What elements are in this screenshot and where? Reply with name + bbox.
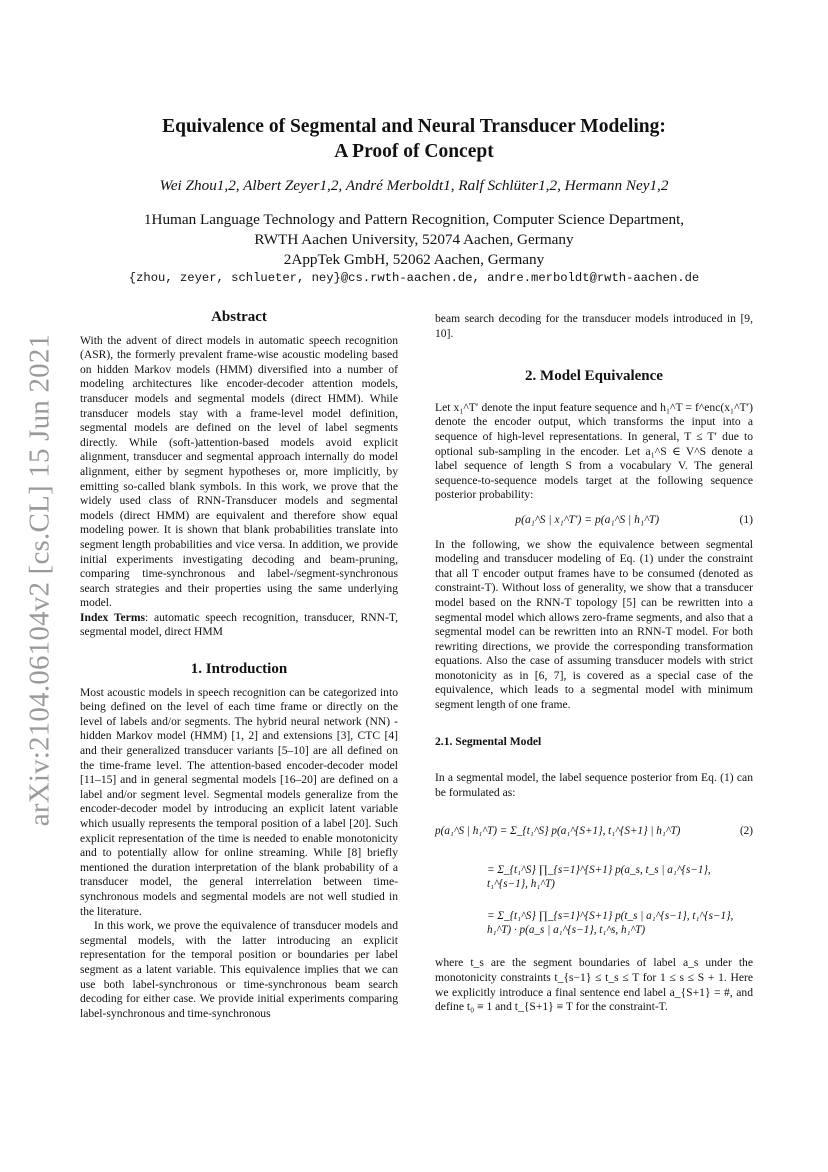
segmental-model-heading: 2.1. Segmental Model <box>435 734 542 748</box>
affiliation-1: 1Human Language Technology and Pattern Recognition, Computer Science Department, <box>143 211 685 228</box>
abstract-text: With the advent of direct models in automatic speech recognition (ASR), the formerly prevalent frame-wise acoustic modeling based on hidden Markov models (HMM) diversified into a number of modeling architectures like encoder-decoder attention models, transducer models and segmental models (direct HMM). While transducer models stay with a frame-level model definition, segmental models are defined on the level of label segments directly. While (soft-)attention-based models avoid explicit alignment, transducer and segmental approach internally do model alignment, either by segment hypotheses or, more implicitly, by emitting so-called blank symbols. In this work, we prove that the widely used class of RNN-Transducer models and segmental models (direct HMM) are equivalent and therefore show equal modeling power. It is shown that blank probabilities translate into segment length probabilities and vice versa. In addition, we provide initial experiments investigating decoding and beam-pruning, comparing time-synchronous and label-/segment-synchronous search strategies and their properties using the same underlying model. <box>80 333 398 610</box>
title-line-2: A Proof of Concept <box>334 141 494 162</box>
index-terms <box>80 611 398 640</box>
paper-title <box>100 114 728 164</box>
affiliation-2: 2AppTek GmbH, 52062 Aachen, Germany <box>283 251 545 268</box>
introduction-paragraph-2: In this work, we prove the equivalence of transducer models and segmental models, with the latter introducing an explicit representation for the temporal position or boundaries per label segment as a latent variable. This equivalence implies that we can use both label-synchronous or time-synchronous beam search decoding for either case. We provide initial experiments comparing label-synchronous and time-synchronous <box>80 919 398 1020</box>
equation-2 <box>435 808 753 946</box>
equation-2-line-2: = Σ_{t₁^S} ∏_{s=1}^{S+1} p(a_s, t_s | a₁^{s−1}, t₁^{s−1}, h₁^T) <box>487 863 711 891</box>
equation-2-line-1: p(a₁^S | h₁^T) = Σ_{t₁^S} p(a₁^{S+1}, t₁^{S+1} | h₁^T) <box>435 825 681 838</box>
abstract-heading: Abstract <box>211 309 267 325</box>
author-emails: {zhou, zeyer, schlueter, ney}@cs.rwth-aachen.de, andre.merboldt@rwth-aachen.de <box>128 271 700 285</box>
introduction-heading: 1. Introduction <box>190 661 288 678</box>
index-terms-text: : automatic speech recognition, transducer, RNN-T, segmental model, direct HMM <box>80 610 398 639</box>
equation-2-line-3: = Σ_{t₁^S} ∏_{s=1}^{S+1} p(t_s | a₁^{s−1}, t₁^{s−1}, h₁^T) · p(a_s | a₁^{s−1}, t₁^s, h₁^T) <box>487 909 734 937</box>
segmental-model-paragraph-2: where t_s are the segment boundaries of label a_s under the monotonicity constraints t_{s−1} ≤ t_s ≤ T for 1 ≤ s ≤ S + 1. Here we explicitly introduce a final sentence end label a_{S+1} = #, and define t₀ ≡ 1 and t_{S+1} ≡ T for the constraint-T. <box>435 956 753 1014</box>
equation-1-body: p(a₁^S | x₁^T′) = p(a₁^S | h₁^T) <box>515 512 660 526</box>
author-list: Wei Zhou1,2, Albert Zeyer1,2, André Merboldt1, Ralf Schlüter1,2, Hermann Ney1,2 <box>159 177 669 194</box>
affiliation-1-address: RWTH Aachen University, 52074 Aachen, Germany <box>254 231 574 248</box>
right-column <box>435 312 753 1015</box>
segmental-model-paragraph-1: In a segmental model, the label sequence posterior from Eq. (1) can be formulated as: <box>435 771 753 799</box>
model-equivalence-heading: 2. Model Equivalence <box>525 368 663 385</box>
affiliations <box>90 210 738 270</box>
title-line-1: Equivalence of Segmental and Neural Transducer Modeling: <box>162 116 666 137</box>
equation-1 <box>435 513 753 528</box>
index-terms-label: Index Terms <box>80 610 145 624</box>
model-equivalence-paragraph-1: Let x₁^T′ denote the input feature sequence and h₁^T = f^enc(x₁^T′) denote the encoder output, which transforms the input into a sequence of high-level representations. In general, T ≤ T′ due to optional sub-sampling in the encoder. Let a₁^S ∈ V^S denote a label sequence of length S from a vocabulary V. The general sequence-to-sequence models target at the following sequence posterior probability: <box>435 400 753 502</box>
arxiv-stamp-text: arXiv:2104.06104v2 [cs.CL] 15 Jun 2021 <box>23 333 56 827</box>
introduction-paragraph-1: Most acoustic models in speech recognition can be categorized into being defined on the level of each time frame or directly on the level of labels and/or segments. The hybrid neural network (NN) - hidden Markov model (HMM) [1, 2] and extensions [3], CTC [4] and their generalized transducer variants [5–10] are all defined on the time-frame level. The attention-based encoder-decoder model [11–15] and in general segmental models [16–20] are defined on a label and/or segment level. Segmental models generalize from the encoder-decoder model by introducing an explicit latent variable which usually represents the temporal position of a label [20]. Such explicit representation of the time is needed to enable monotonicity and to potentially allow for online streaming. While [8] briefly mentioned the duration interpretation of the blank probability of a transducer model, the general interrelation between time-synchronous models and segmental models are not well studied in the literature. <box>80 685 398 918</box>
arxiv-stamp <box>18 330 62 830</box>
left-column <box>80 310 398 1021</box>
model-equivalence-paragraph-2: In the following, we show the equivalence between segmental modeling and transducer modeling of Eq. (1) under the constraint that all T encoder output frames have to be consumed (denoted as constraint-T). Without loss of generality, we show that a transducer model based on the RNN-T topology [5] can be rewritten into a segmental model which allows zero-frame segments, and also that a segmental model can be rewritten into an RNN-T model. For both rewriting directions, we provide the corresponding transformation equations. Also the case of assuming transducer models with strict monotonicity as in [6, 7], is covered as a special case of the equivalence, which leads to a segmental model with minimum segment length of one frame. <box>435 537 753 712</box>
introduction-continuation: beam search decoding for the transducer models introduced in [9, 10]. <box>435 312 753 340</box>
equation-1-number: (1) <box>739 512 753 526</box>
equation-2-number: (2) <box>739 825 753 838</box>
